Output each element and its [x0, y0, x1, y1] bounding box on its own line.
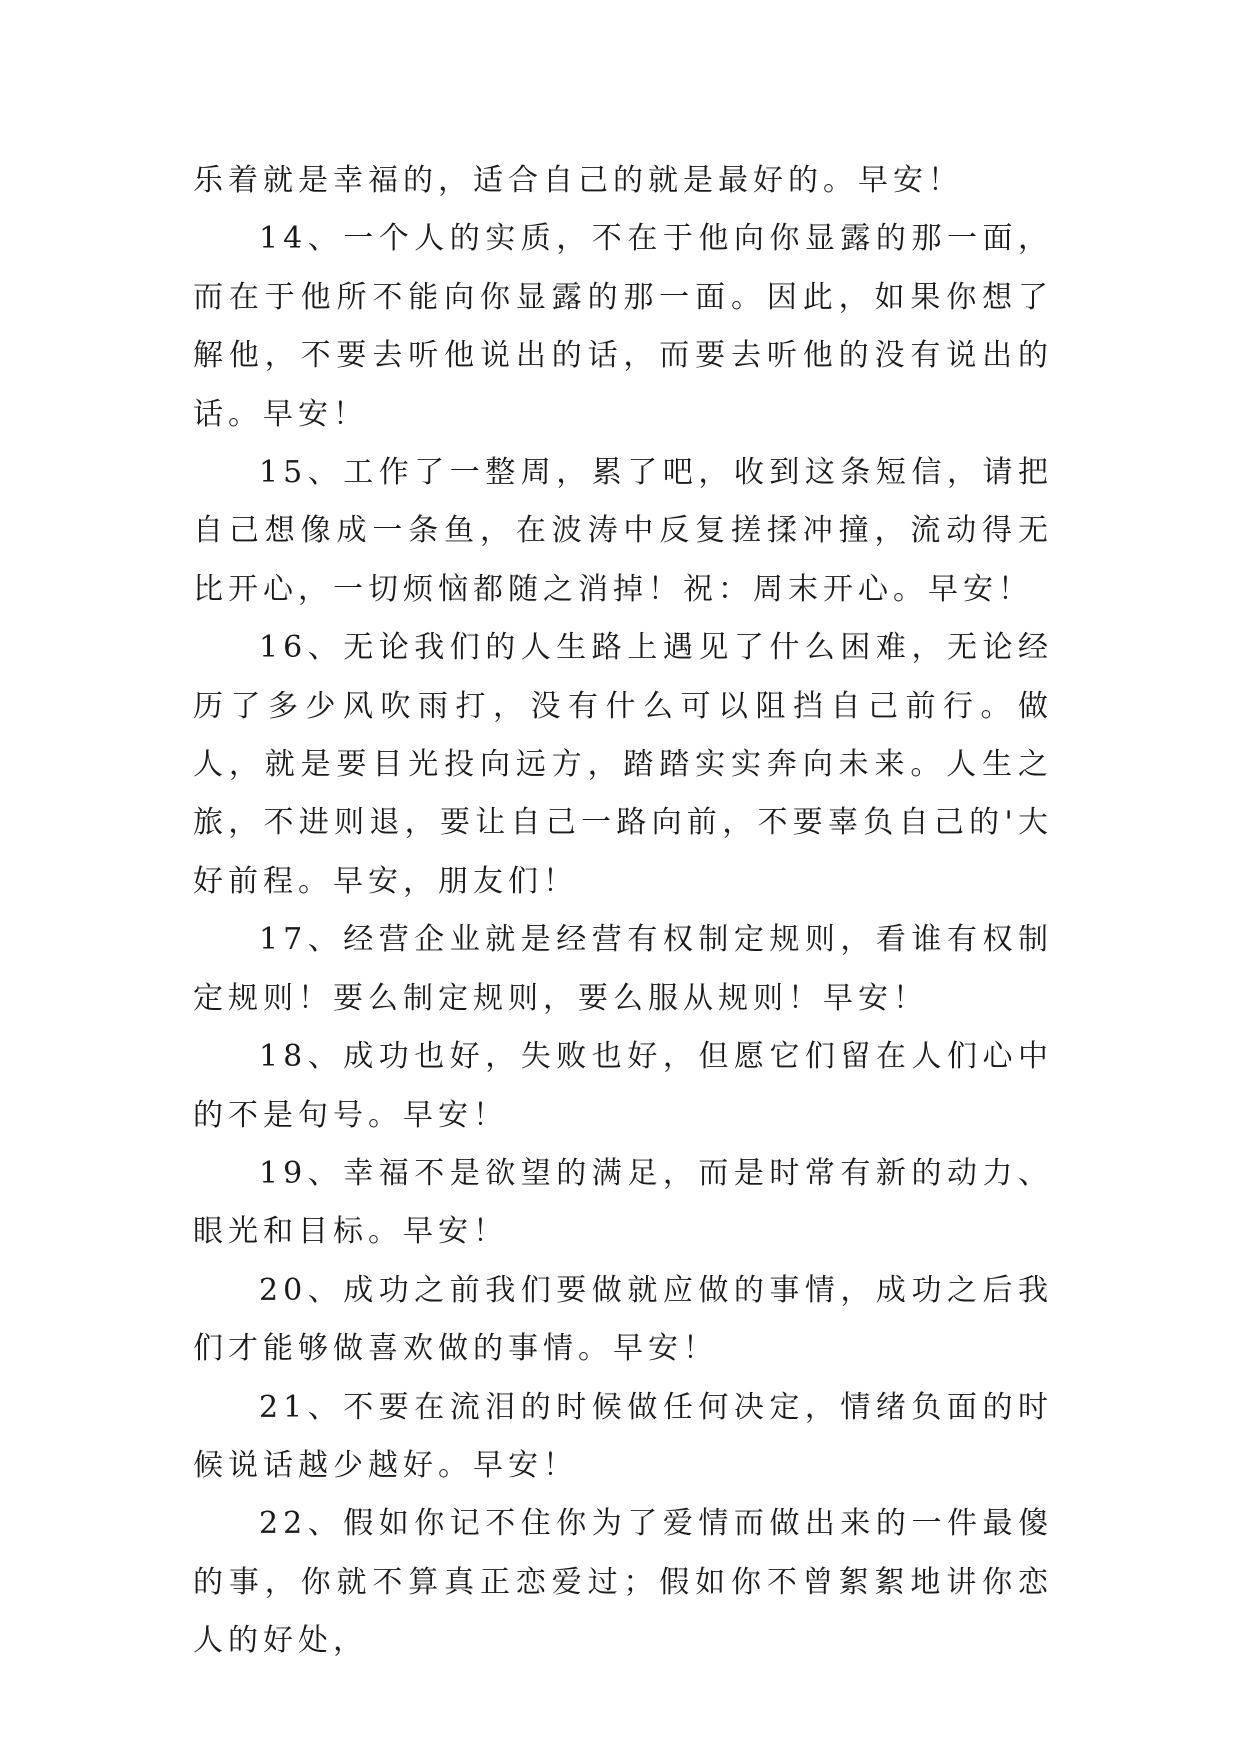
paragraph-item-16: 16、无论我们的人生路上遇见了什么困难，无论经历了多少风吹雨打，没有什么可以阻挡自己前行。做人，就是要目光投向远方，踏踏实实奔向未来。人生之旅，不进则退，要让自己一路向前，不要辜负自己的'大好前程。早安，朋友们！: [193, 630, 1053, 899]
paragraph-item-18: 18、成功也好，失败也好，但愿它们留在人们心中的不是句号。早安！: [193, 1039, 1053, 1133]
document-body: [193, 152, 1053, 1671]
paragraph-item-20: 20、成功之前我们要做就应做的事情，成功之后我们才能够做喜欢做的事情。早安！: [193, 1272, 1053, 1367]
paragraph-item-21: 21、不要在流泪的时候做任何决定，情绪负面的时候说话越少越好。早安！: [193, 1389, 1053, 1483]
paragraph-continuation: 乐着就是幸福的，适合自己的就是最好的。早安！: [193, 163, 963, 198]
paragraph-item-14: 14、一个人的实质，不在于他向你显露的那一面，而在于他所不能向你显露的那一面。因此，如果你想了解他，不要去听他说出的话，而要去听他的没有说出的话。早安！: [193, 221, 1053, 432]
paragraph-item-22: 22、假如你记不住你为了爱情而做出来的一件最傻的事，你就不算真正恋爱过；假如你不曾絮絮地讲你恋人的好处，: [193, 1506, 1053, 1659]
paragraph-item-17: 17、经营企业就是经营有权制定规则，看谁有权制定规则！要么制定规则，要么服从规则！早安！: [193, 922, 1053, 1016]
paragraph-item-15: 15、工作了一整周，累了吧，收到这条短信，请把自己想像成一条鱼，在波涛中反复搓揉冲撞，流动得无比开心，一切烦恼都随之消掉！祝：周末开心。早安！: [193, 455, 1053, 607]
paragraph-item-19: 19、幸福不是欲望的满足，而是时常有新的动力、眼光和目标。早安！: [193, 1155, 1053, 1250]
